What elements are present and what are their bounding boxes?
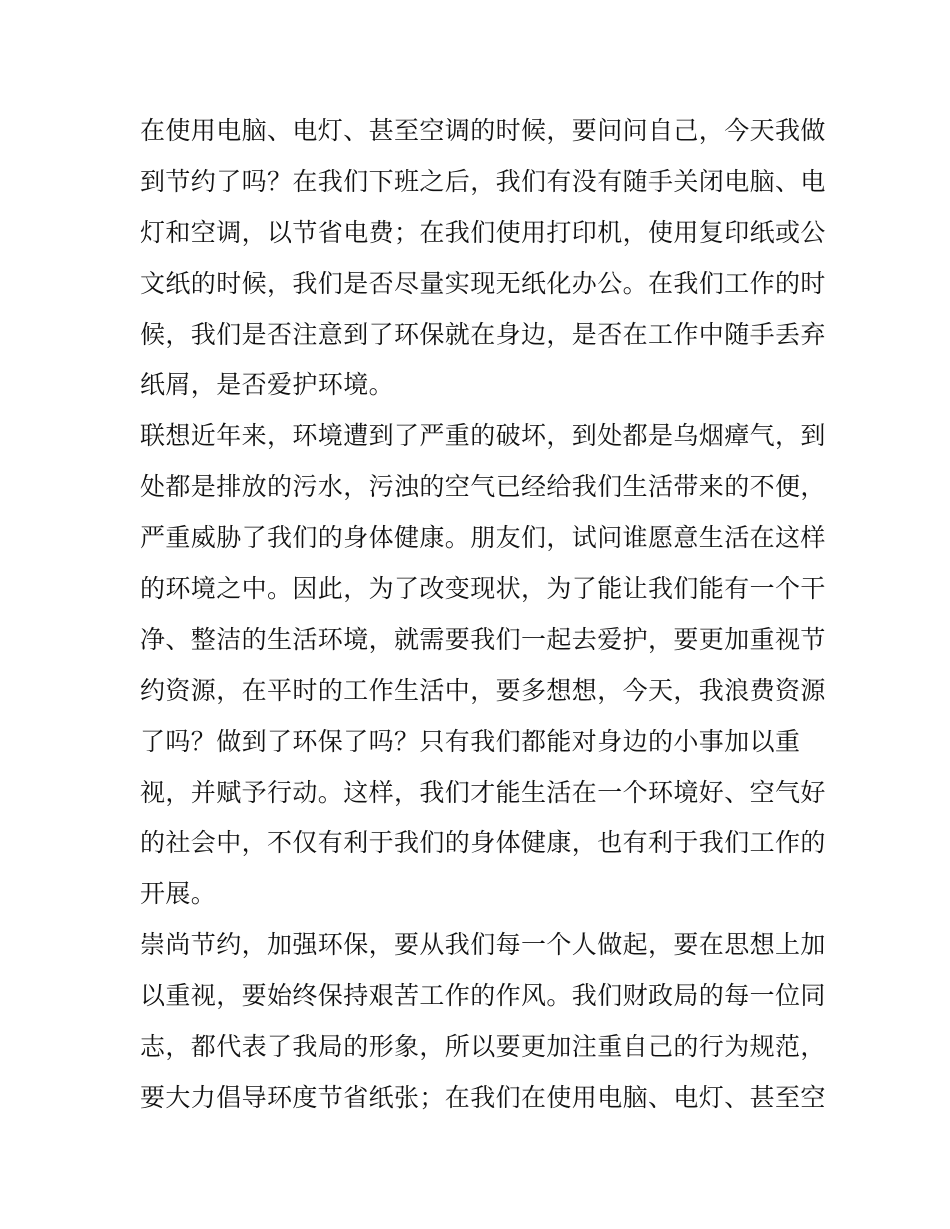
paragraph-2	[140, 411, 826, 920]
text-line: 文纸的时候，我们是否尽量实现无纸化办公。在我们工作的时	[140, 268, 826, 298]
paragraph-1	[140, 106, 826, 411]
document-body	[140, 106, 826, 1124]
text-line: 视，并赋予行动。这样，我们才能生活在一个环境好、空气好	[140, 777, 826, 807]
text-line: 联想近年来，环境遭到了严重的破坏，到处都是乌烟瘴气，到	[140, 421, 826, 451]
text-line: 到节约了吗？在我们下班之后，我们有没有随手关闭电脑、电	[140, 166, 826, 196]
text-line: 净、整洁的生活环境，就需要我们一起去爱护，要更加重视节	[140, 624, 826, 654]
text-line: 要大力倡导环度节省纸张；在我们在使用电脑、电灯、甚至空	[140, 1082, 826, 1112]
text-line: 崇尚节约，加强环保，要从我们每一个人做起，要在思想上加	[140, 930, 826, 960]
text-line: 约资源，在平时的工作生活中，要多想想，今天，我浪费资源	[140, 675, 826, 705]
text-line: 严重威胁了我们的身体健康。朋友们，试问谁愿意生活在这样	[140, 523, 826, 553]
text-line: 开展。	[140, 879, 217, 909]
text-line: 志，都代表了我局的形象，所以要更加注重自己的行为规范，	[140, 1032, 826, 1062]
paragraph-3	[140, 920, 826, 1124]
text-line: 的环境之中。因此，为了改变现状，为了能让我们能有一个干	[140, 574, 826, 604]
text-line: 以重视，要始终保持艰苦工作的作风。我们财政局的每一位同	[140, 981, 826, 1011]
text-line: 的社会中，不仅有利于我们的身体健康，也有利于我们工作的	[140, 828, 826, 858]
text-line: 了吗？做到了环保了吗？只有我们都能对身边的小事加以重	[140, 726, 801, 756]
text-line: 在使用电脑、电灯、甚至空调的时候，要问问自己，今天我做	[140, 116, 826, 145]
text-line: 候，我们是否注意到了环保就在身边，是否在工作中随手丢弃	[140, 319, 826, 349]
text-line: 灯和空调，以节省电费；在我们使用打印机，使用复印纸或公	[140, 217, 826, 247]
text-line: 处都是排放的污水，污浊的空气已经给我们生活带来的不便，	[140, 472, 826, 502]
text-line: 纸屑，是否爱护环境。	[140, 370, 395, 400]
